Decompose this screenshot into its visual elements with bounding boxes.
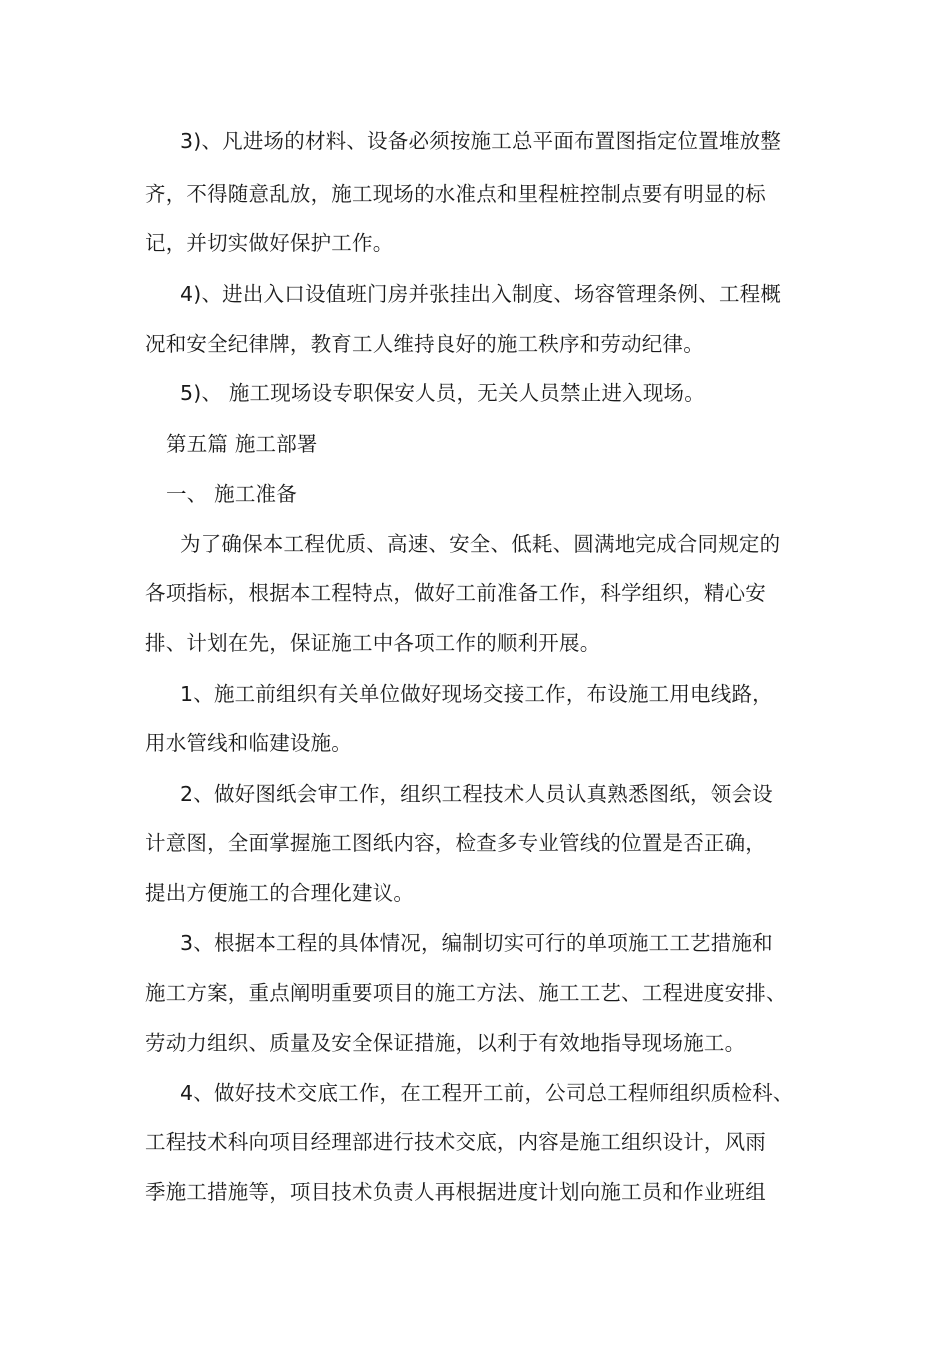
- text-line: 1、施工前组织有关单位做好现场交接工作，布设施工用电线路，: [180, 682, 773, 706]
- text-line: 排、计划在先，保证施工中各项工作的顺利开展。: [145, 631, 601, 655]
- text-line: 工程技术科向项目经理部进行技术交底，内容是施工组织设计，风雨: [145, 1130, 766, 1154]
- section-heading: 第五篇 施工部署: [166, 432, 318, 456]
- text-line: 2、做好图纸会审工作，组织工程技术人员认真熟悉图纸，领会设: [180, 782, 773, 806]
- text-line: 劳动力组织、质量及安全保证措施，以利于有效地指导现场施工。: [145, 1031, 746, 1055]
- text-line: 计意图，全面掌握施工图纸内容，检查多专业管线的位置是否正确，: [145, 831, 766, 855]
- text-line: 4、做好技术交底工作，在工程开工前，公司总工程师组织质检科、: [180, 1081, 794, 1105]
- text-line: 用水管线和临建设施。: [145, 731, 352, 755]
- text-line: 为了确保本工程优质、高速、安全、低耗、圆满地完成合同规定的: [180, 532, 781, 556]
- text-line: 季施工措施等，项目技术负责人再根据进度计划向施工员和作业班组: [145, 1180, 766, 1204]
- text-line: 3)、凡进场的材料、设备必须按施工总平面布置图指定位置堆放整: [180, 129, 782, 153]
- text-line: 施工方案，重点阐明重要项目的施工方法、施工工艺、工程进度安排、: [145, 981, 787, 1005]
- text-line: 提出方便施工的合理化建议。: [145, 881, 415, 905]
- subsection-heading: 一、 施工准备: [166, 482, 297, 506]
- text-line: 记，并切实做好保护工作。: [145, 231, 394, 255]
- text-line: 5)、 施工现场设专职保安人员，无关人员禁止进入现场。: [180, 381, 705, 405]
- text-line: 4)、进出入口设值班门房并张挂出入制度、场容管理条例、工程概: [180, 282, 782, 306]
- text-line: 各项指标，根据本工程特点，做好工前准备工作，科学组织，精心安: [145, 581, 766, 605]
- text-line: 3、根据本工程的具体情况，编制切实可行的单项施工工艺措施和: [180, 931, 773, 955]
- text-line: 齐，不得随意乱放，施工现场的水准点和里程桩控制点要有明显的标: [145, 182, 766, 206]
- text-line: 况和安全纪律牌，教育工人维持良好的施工秩序和劳动纪律。: [145, 332, 704, 356]
